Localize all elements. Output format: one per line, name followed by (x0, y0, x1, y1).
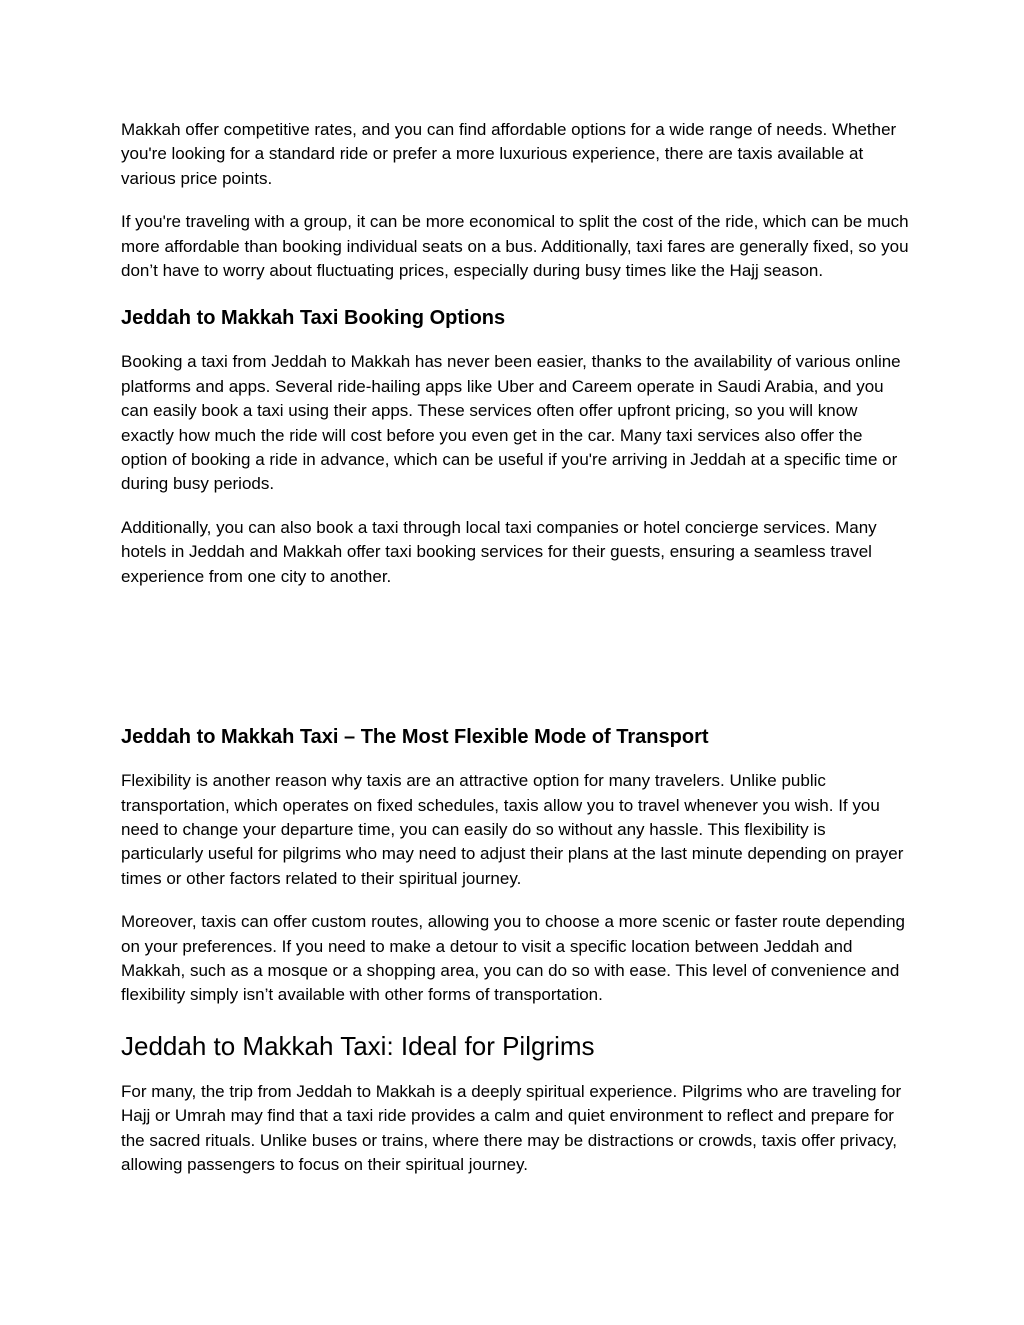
paragraph-custom-routes: Moreover, taxis can offer custom routes, allowing you to choose a more scenic or faster route depending on your preferences. If you need to make a detour to visit a specific location between Jeddah and Makkah, such as a mosque or a shopping area, you can do so with ease. This level of convenience and flexibility simply isn’t available with other forms of transportation. (121, 912, 905, 1005)
section-spacer (121, 608, 911, 702)
paragraph-group-travel: If you're traveling with a group, it can be more economical to split the cost of the ride, which can be much more affordable than booking individual seats on a bus. Additionally, taxi fares are generally fixed, so you don’t have to worry about fluctuating prices, especially during busy times like the Hajj season. (121, 212, 909, 281)
heading-booking-options: Jeddah to Makkah Taxi Booking Options (121, 307, 506, 330)
heading-ideal-pilgrims: Jeddah to Makkah Taxi: Ideal for Pilgrims (121, 1030, 595, 1061)
paragraph-booking-apps: Booking a taxi from Jeddah to Makkah has never been easier, thanks to the availability of various online platforms and apps. Several ride-hailing apps like Uber and Careem operate in Saudi Arabia, and you can easily book a taxi using their apps. These services often offer upfront pricing, so you will know exactly how much the ride will cost before you even get in the car. Many taxi services also offer the option of booking a ride in advance, which can be useful if you're arriving in Jeddah at a specific time or during busy periods. (121, 352, 901, 494)
paragraph-rates: Makkah offer competitive rates, and you can find affordable options for a wide range of needs. Whether you're looking for a standard ride or prefer a more luxurious experience, there are taxis available at various price points. (121, 120, 897, 188)
heading-flexible-transport: Jeddah to Makkah Taxi – The Most Flexible Mode of Transport (121, 726, 709, 749)
paragraph-hotel-concierge: Additionally, you can also book a taxi through local taxi companies or hotel concierge services. Many hotels in Jeddah and Makkah offer taxi booking services for their guests, ensuring a seamless travel experience from one city to another. (121, 517, 877, 586)
paragraph-flexibility: Flexibility is another reason why taxis are an attractive option for many travelers. Unlike public transportation, which operates on fixed schedules, taxis allow you to travel whenever you wish. If you need to change your departure time, you can easily do so without any hassle. This flexibility is particularly useful for pilgrims who may need to adjust their plans at the last minute depending on prayer times or other factors related to their spiritual journey. (121, 771, 904, 888)
document-page (121, 118, 911, 1196)
paragraph-spiritual-journey: For many, the trip from Jeddah to Makkah is a deeply spiritual experience. Pilgrims who are traveling for Hajj or Umrah may find that a taxi ride provides a calm and quiet environment to reflect and prepare for the sacred rituals. Unlike buses or trains, where there may be distractions or crowds, taxis offer privacy, allowing passengers to focus on their spiritual journey. (121, 1081, 902, 1174)
